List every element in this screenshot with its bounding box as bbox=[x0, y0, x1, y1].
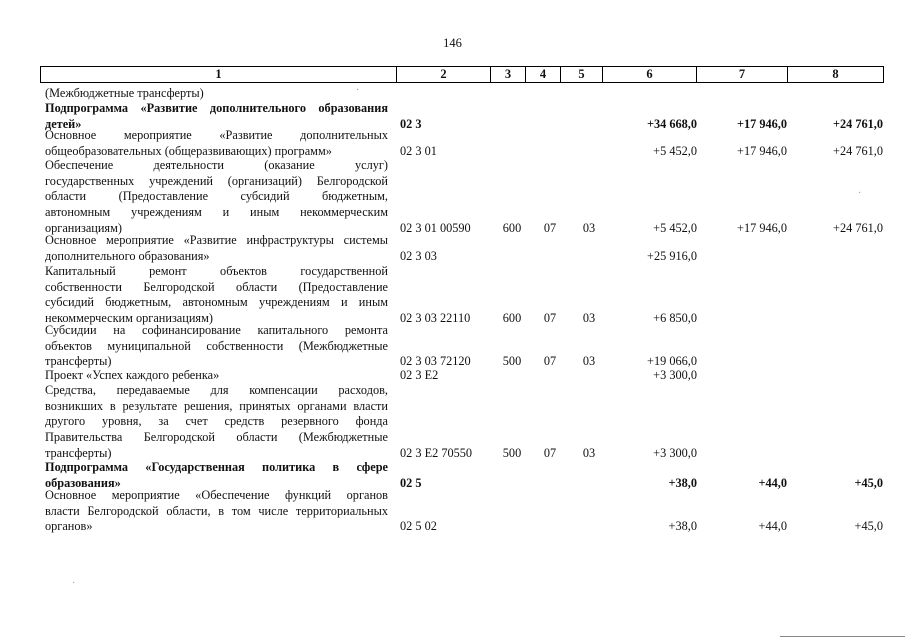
amount-cell-8: +24 761,0 bbox=[832, 116, 883, 131]
amount-cell-6: +6 850,0 bbox=[653, 311, 697, 326]
code-cell: 02 3 03 72120 bbox=[400, 354, 471, 369]
amount-cell-6: +19 066,0 bbox=[647, 354, 697, 369]
header-col-8: 8 bbox=[788, 67, 884, 83]
description-line: общеобразовательных (общеразвивающих) программ» bbox=[45, 143, 332, 158]
description-line: возникших в результате решения, принятых органами власти bbox=[45, 398, 388, 413]
row-description bbox=[45, 264, 388, 327]
section-cell: 07 bbox=[543, 220, 557, 235]
description-line: органов» bbox=[45, 519, 93, 534]
amount-cell-6: +34 668,0 bbox=[646, 116, 697, 131]
row-description bbox=[45, 488, 388, 535]
description-line: власти Белгородской области, в том числе территориальных bbox=[45, 503, 388, 518]
header-col-6: 6 bbox=[603, 67, 697, 83]
description-line: Основное мероприятие «Обеспечение функций органов bbox=[45, 488, 388, 502]
amount-cell-7: +44,0 bbox=[758, 519, 787, 534]
row-description bbox=[45, 86, 388, 102]
code-cell: 02 3 E2 bbox=[400, 368, 439, 382]
subsection-cell: 03 bbox=[582, 311, 596, 326]
header-col-3: 3 bbox=[491, 67, 526, 83]
row-description bbox=[45, 383, 388, 461]
code-cell: 02 5 02 bbox=[400, 519, 437, 534]
description-line: некоммерческим организациям) bbox=[45, 311, 213, 326]
section-cell: 07 bbox=[543, 445, 557, 460]
row-description bbox=[45, 233, 388, 264]
header-col-4: 4 bbox=[526, 67, 561, 83]
amount-cell-8: +45,0 bbox=[854, 475, 883, 490]
description-line: трансферты) bbox=[45, 354, 112, 369]
description-line: Правительства Белгородской области (Межбюджетные bbox=[45, 430, 388, 445]
description-line: Подпрограмма «Развитие дополнительного образования bbox=[45, 101, 388, 115]
scan-speck: · bbox=[356, 85, 360, 96]
code-cell: 02 5 bbox=[400, 475, 422, 490]
amount-cell-6: +38,0 bbox=[668, 519, 697, 534]
row-description bbox=[45, 368, 388, 384]
page-number: 146 bbox=[443, 36, 462, 50]
header-col-5: 5 bbox=[561, 67, 603, 83]
description-line: Проект «Успех каждого ребенка» bbox=[45, 368, 220, 382]
description-line: образования» bbox=[45, 475, 121, 490]
description-line: области (Предоставление субсидий бюджетным, bbox=[45, 189, 388, 204]
amount-cell-6: +3 300,0 bbox=[653, 368, 697, 382]
type-cell: 500 bbox=[502, 354, 522, 369]
description-line: Капитальный ремонт объектов государственной bbox=[45, 264, 388, 278]
section-cell: 07 bbox=[543, 354, 557, 369]
amount-cell-6: +3 300,0 bbox=[653, 445, 697, 460]
header-col-2: 2 bbox=[397, 67, 491, 83]
description-line: автономным учреждениям и иным некоммерческим bbox=[45, 205, 388, 220]
description-line: (Межбюджетные трансферты) bbox=[45, 86, 204, 100]
scan-speck: · bbox=[858, 188, 862, 199]
amount-cell-7: +17 946,0 bbox=[737, 143, 787, 158]
description-line: государственных учреждений (организаций) Белгородской bbox=[45, 173, 388, 188]
amount-cell-6: +5 452,0 bbox=[653, 143, 697, 158]
description-line: субсидий бюджетным, автономным учреждениям и иным bbox=[45, 295, 388, 310]
subsection-cell: 03 bbox=[582, 220, 596, 235]
subsection-cell: 03 bbox=[582, 445, 596, 460]
scan-speck: · bbox=[72, 578, 76, 589]
description-line: Обеспечение деятельности (оказание услуг) bbox=[45, 158, 388, 172]
header-col-7: 7 bbox=[697, 67, 788, 83]
description-line: дополнительного образования» bbox=[45, 248, 210, 263]
row-description bbox=[45, 158, 388, 236]
amount-cell-7: +17 946,0 bbox=[737, 220, 787, 235]
description-line: трансферты) bbox=[45, 445, 112, 460]
description-line: собственности Белгородской области (Предоставление bbox=[45, 279, 388, 294]
description-line: Субсидии на софинансирование капитального ремонта bbox=[45, 323, 388, 337]
header-col-1: 1 bbox=[41, 67, 397, 83]
type-cell: 500 bbox=[502, 445, 522, 460]
code-cell: 02 3 03 22110 bbox=[400, 311, 471, 326]
description-line: Средства, передаваемые для компенсации расходов, bbox=[45, 383, 388, 397]
code-cell: 02 3 bbox=[400, 116, 422, 131]
subsection-cell: 03 bbox=[582, 354, 596, 369]
description-line: Подпрограмма «Государственная политика в сфере bbox=[45, 460, 388, 474]
row-description bbox=[45, 323, 388, 370]
row-description bbox=[45, 460, 388, 491]
description-line: организациям) bbox=[45, 220, 122, 235]
code-cell: 02 3 01 bbox=[400, 143, 437, 158]
amount-cell-8: +24 761,0 bbox=[833, 143, 883, 158]
type-cell: 600 bbox=[502, 311, 522, 326]
code-cell: 02 3 E2 70550 bbox=[400, 445, 473, 460]
code-cell: 02 3 03 bbox=[400, 248, 437, 263]
description-line: Основное мероприятие «Развитие дополнительных bbox=[45, 128, 388, 142]
amount-cell-6: +25 916,0 bbox=[647, 248, 697, 263]
scan-edge-line bbox=[780, 636, 905, 637]
description-line: другого уровня, за счет средств резервного фонда bbox=[45, 414, 388, 429]
amount-cell-8: +45,0 bbox=[854, 519, 883, 534]
row-description bbox=[45, 128, 388, 159]
description-line: детей» bbox=[45, 116, 82, 131]
amount-cell-7: +44,0 bbox=[758, 475, 787, 490]
section-cell: 07 bbox=[543, 311, 557, 326]
amount-cell-8: +24 761,0 bbox=[833, 220, 883, 235]
description-line: объектов муниципальной собственности (Межбюджетные bbox=[45, 338, 388, 353]
code-cell: 02 3 01 00590 bbox=[400, 220, 471, 235]
type-cell: 600 bbox=[502, 220, 522, 235]
amount-cell-6: +38,0 bbox=[668, 475, 697, 490]
description-line: Основное мероприятие «Развитие инфраструктуры системы bbox=[45, 233, 388, 247]
amount-cell-6: +5 452,0 bbox=[653, 220, 697, 235]
amount-cell-7: +17 946,0 bbox=[736, 116, 787, 131]
